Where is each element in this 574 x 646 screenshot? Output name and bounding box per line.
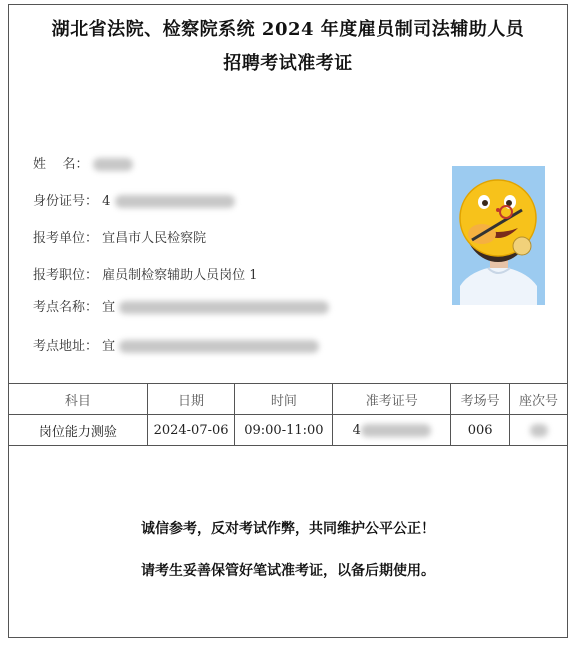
- cell-subject: 岗位能力测验: [9, 415, 148, 446]
- name-redacted: [93, 158, 133, 171]
- table-header-row: [9, 384, 568, 415]
- integrity-notice: 诚信参考，反对考试作弊，共同维护公平公正！: [141, 521, 435, 537]
- cell-seat-number: [510, 415, 568, 446]
- id-label: 身份证号：: [33, 194, 99, 209]
- seat-number-redacted: [530, 424, 548, 437]
- site-name-value: 宜: [102, 300, 116, 315]
- admission-ticket: [8, 4, 568, 638]
- cell-date: 2024-07-06: [147, 415, 235, 446]
- unit-label: 报考单位：: [33, 231, 99, 246]
- exam-schedule-table: [8, 383, 568, 446]
- keep-ticket-notice: 请考生妥善保管好笔试准考证，以备后期使用。: [141, 563, 435, 579]
- position-row: [33, 264, 258, 283]
- id-value: 4: [102, 194, 111, 209]
- site-name-label: 考点名称：: [33, 300, 99, 315]
- site-name-redacted: [119, 301, 329, 314]
- unit-row: [33, 227, 206, 246]
- site-address-value: 宜: [102, 339, 116, 354]
- position-value: 雇员制检察辅助人员岗位 1: [102, 268, 258, 283]
- cell-ticket-number: [333, 415, 451, 446]
- ticket-number-visible: 4: [352, 422, 361, 438]
- header-subject: 科目: [9, 384, 148, 415]
- unit-value: 宜昌市人民检察院: [102, 231, 207, 246]
- header-ticket-number: 准考证号: [333, 384, 451, 415]
- site-name-row: [33, 296, 329, 315]
- cell-room-number: 006: [451, 415, 510, 446]
- header-room-number: 考场号: [451, 384, 510, 415]
- candidate-photo: [452, 166, 545, 305]
- header-date: 日期: [147, 384, 235, 415]
- title-line-2: 招聘考试准考证: [223, 53, 353, 74]
- site-address-label: 考点地址：: [33, 339, 99, 354]
- cell-time: 09:00-11:00: [235, 415, 333, 446]
- site-address-row: [33, 335, 319, 354]
- site-address-redacted: [119, 340, 319, 353]
- name-label: 姓 名：: [33, 157, 89, 172]
- photo-image: [452, 166, 545, 305]
- name-row: [33, 153, 133, 172]
- id-redacted: [115, 195, 235, 208]
- position-label: 报考职位：: [33, 268, 99, 283]
- ticket-number-redacted: [361, 424, 431, 437]
- title-line-1: 湖北省法院、检察院系统 2024 年度雇员制司法辅助人员: [51, 19, 525, 40]
- id-row: [33, 190, 235, 209]
- table-row: [9, 415, 568, 446]
- header-time: 时间: [235, 384, 333, 415]
- header-seat-number: 座次号: [510, 384, 568, 415]
